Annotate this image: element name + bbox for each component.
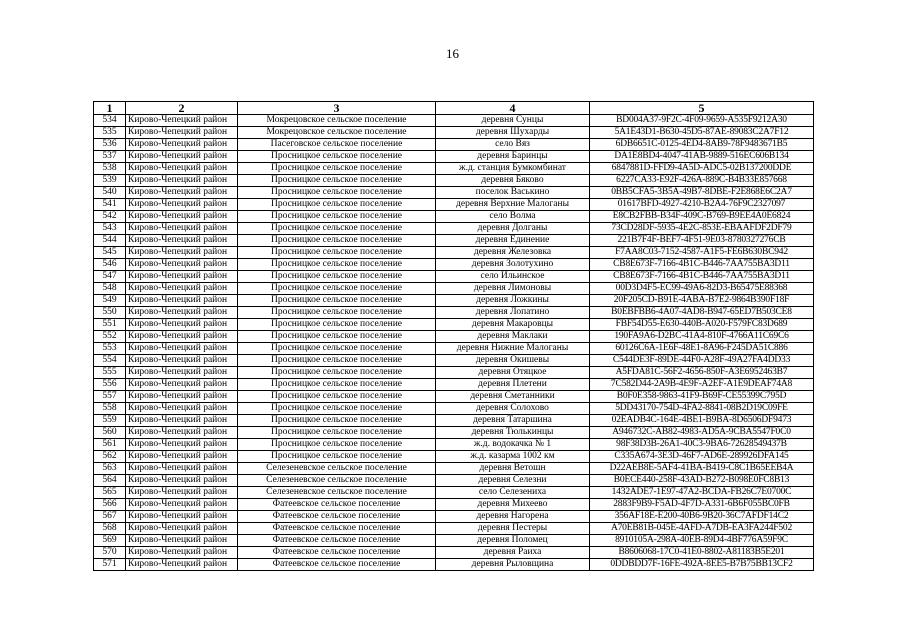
row-number: 553 — [94, 343, 126, 355]
settlement-cell: деревня Ветошн — [436, 463, 590, 475]
row-number: 563 — [94, 463, 126, 475]
table-row — [94, 271, 814, 283]
table-row — [94, 463, 814, 475]
municipality-cell: Фатеевское сельское поселение — [238, 559, 436, 571]
settlement-cell: ж.д. водокачка № 1 — [436, 439, 590, 451]
municipality-cell: Просницкое сельское поселение — [238, 307, 436, 319]
column-header: 5 — [590, 102, 814, 115]
table-row — [94, 163, 814, 175]
settlement-cell: деревня Сметанники — [436, 391, 590, 403]
settlement-cell: деревня Шухарды — [436, 127, 590, 139]
table-row — [94, 523, 814, 535]
settlement-cell: деревня Окишевы — [436, 355, 590, 367]
municipality-cell: Фатеевское сельское поселение — [238, 511, 436, 523]
settlement-cell: деревня Отяцкое — [436, 367, 590, 379]
guid-cell: 7C582D44-2A9B-4E9F-A2EF-A1E9DEAF74A8 — [590, 379, 814, 391]
settlement-cell: село Ильинское — [436, 271, 590, 283]
table-row — [94, 547, 814, 559]
guid-cell: 02EADB4C-164E-4BE1-B9BA-8D6506DF9473 — [590, 415, 814, 427]
district-cell: Кирово-Чепецкий район — [126, 499, 238, 511]
table-row — [94, 211, 814, 223]
municipality-cell: Просницкое сельское поселение — [238, 247, 436, 259]
guid-cell: BD004A37-9F2C-4F09-9659-A535F9212A30 — [590, 115, 814, 127]
row-number: 567 — [94, 511, 126, 523]
settlement-cell: деревня Рыловщина — [436, 559, 590, 571]
district-cell: Кирово-Чепецкий район — [126, 463, 238, 475]
table-row — [94, 367, 814, 379]
district-cell: Кирово-Чепецкий район — [126, 511, 238, 523]
settlement-cell: деревня Михеево — [436, 499, 590, 511]
row-number: 547 — [94, 271, 126, 283]
row-number: 568 — [94, 523, 126, 535]
municipality-cell: Мокрецовское сельское поселение — [238, 127, 436, 139]
table-row — [94, 139, 814, 151]
municipality-cell: Просницкое сельское поселение — [238, 187, 436, 199]
table-row — [94, 307, 814, 319]
municipality-cell: Просницкое сельское поселение — [238, 391, 436, 403]
municipality-cell: Просницкое сельское поселение — [238, 319, 436, 331]
settlement-cell: деревня Золотухино — [436, 259, 590, 271]
district-cell: Кирово-Чепецкий район — [126, 247, 238, 259]
district-cell: Кирово-Чепецкий район — [126, 271, 238, 283]
settlement-cell: деревня Селезни — [436, 475, 590, 487]
district-cell: Кирово-Чепецкий район — [126, 559, 238, 571]
row-number: 534 — [94, 115, 126, 127]
guid-cell: A946732C-AB82-4983-AD5A-9CBA5547F0C0 — [590, 427, 814, 439]
row-number: 569 — [94, 535, 126, 547]
row-number: 556 — [94, 379, 126, 391]
district-cell: Кирово-Чепецкий район — [126, 151, 238, 163]
table-row — [94, 427, 814, 439]
settlement-cell: деревня Солохово — [436, 403, 590, 415]
row-number: 549 — [94, 295, 126, 307]
guid-cell: 98F38D3B-26A1-40C3-9BA6-72628549437B — [590, 439, 814, 451]
guid-cell: D22AEB8E-5AF4-41BA-B419-C8C1B65EEB4A — [590, 463, 814, 475]
guid-cell: 356AF18E-E200-40B6-9B20-36C7AFDF14C2 — [590, 511, 814, 523]
guid-cell: 2883F9B9-F5AD-4F7D-A331-6B6F055BC0FB — [590, 499, 814, 511]
settlement-cell: деревня Плетени — [436, 379, 590, 391]
guid-cell: 6227CA33-E92F-426A-889C-B4B33E857668 — [590, 175, 814, 187]
table-row — [94, 535, 814, 547]
district-cell: Кирово-Чепецкий район — [126, 211, 238, 223]
guid-cell: 5A1E43D1-B630-45D5-87AE-89083C2A7F12 — [590, 127, 814, 139]
guid-cell: 1432ADE7-1E97-47A2-BCDA-FB26C7E0700C — [590, 487, 814, 499]
row-number: 541 — [94, 199, 126, 211]
municipality-cell: Просницкое сельское поселение — [238, 199, 436, 211]
table-row — [94, 115, 814, 127]
guid-cell: 6DB6651C-0125-4ED4-8AB9-78F9483671B5 — [590, 139, 814, 151]
district-cell: Кирово-Чепецкий район — [126, 475, 238, 487]
table-row — [94, 511, 814, 523]
municipality-cell: Просницкое сельское поселение — [238, 259, 436, 271]
municipality-cell: Мокрецовское сельское поселение — [238, 115, 436, 127]
district-cell: Кирово-Чепецкий район — [126, 343, 238, 355]
guid-cell: 60126C6A-1E6F-48E1-8A96-F245DA51C886 — [590, 343, 814, 355]
row-number: 558 — [94, 403, 126, 415]
district-cell: Кирово-Чепецкий район — [126, 547, 238, 559]
table-row — [94, 451, 814, 463]
column-header: 2 — [126, 102, 238, 115]
table-row — [94, 415, 814, 427]
row-number: 562 — [94, 451, 126, 463]
guid-cell: A5FDA81C-56F2-4656-850F-A3E6952463B7 — [590, 367, 814, 379]
municipality-cell: Просницкое сельское поселение — [238, 343, 436, 355]
table-row — [94, 391, 814, 403]
district-cell: Кирово-Чепецкий район — [126, 439, 238, 451]
row-number: 550 — [94, 307, 126, 319]
district-cell: Кирово-Чепецкий район — [126, 139, 238, 151]
settlement-cell: деревня Лимоновы — [436, 283, 590, 295]
row-number: 570 — [94, 547, 126, 559]
settlement-cell: поселок Васькино — [436, 187, 590, 199]
settlement-cell: село Волма — [436, 211, 590, 223]
table-row — [94, 331, 814, 343]
table-row — [94, 439, 814, 451]
guid-cell: 5DD43170-754D-4FA2-8841-08B2D19C09FE — [590, 403, 814, 415]
guid-cell: C544DE3F-89DE-44F0-A28F-49A27FA4DD33 — [590, 355, 814, 367]
district-cell: Кирово-Чепецкий район — [126, 427, 238, 439]
municipality-cell: Фатеевское сельское поселение — [238, 547, 436, 559]
district-cell: Кирово-Чепецкий район — [126, 223, 238, 235]
municipality-cell: Просницкое сельское поселение — [238, 211, 436, 223]
settlement-cell: ж.д. казарма 1002 км — [436, 451, 590, 463]
table-row — [94, 259, 814, 271]
table-row — [94, 235, 814, 247]
table-row — [94, 295, 814, 307]
row-number: 561 — [94, 439, 126, 451]
municipality-cell: Просницкое сельское поселение — [238, 451, 436, 463]
settlement-cell: деревня Железовка — [436, 247, 590, 259]
municipality-cell: Просницкое сельское поселение — [238, 355, 436, 367]
guid-cell: E8CB2FBB-B34F-409C-B769-B9EE4A0E6824 — [590, 211, 814, 223]
settlement-cell: деревня Нижние Малоганы — [436, 343, 590, 355]
settlement-cell: деревня Сунцы — [436, 115, 590, 127]
municipality-cell: Просницкое сельское поселение — [238, 439, 436, 451]
municipality-cell: Просницкое сельское поселение — [238, 415, 436, 427]
guid-cell: 0DDBDD7F-16FE-492A-8EE5-B7B75BB13CF2 — [590, 559, 814, 571]
district-cell: Кирово-Чепецкий район — [126, 259, 238, 271]
district-cell: Кирово-Чепецкий район — [126, 487, 238, 499]
municipality-cell: Селезеневское сельское поселение — [238, 487, 436, 499]
settlement-cell: село Вяз — [436, 139, 590, 151]
row-number: 555 — [94, 367, 126, 379]
settlement-cell: деревня Маклаки — [436, 331, 590, 343]
row-number: 539 — [94, 175, 126, 187]
settlement-cell: село Селезениха — [436, 487, 590, 499]
municipality-cell: Фатеевское сельское поселение — [238, 535, 436, 547]
municipality-cell: Просницкое сельское поселение — [238, 379, 436, 391]
district-cell: Кирово-Чепецкий район — [126, 163, 238, 175]
table-row — [94, 559, 814, 571]
settlement-cell: деревня Пестеры — [436, 523, 590, 535]
guid-cell: B0F0E358-9863-41F9-B69F-CE55399C795D — [590, 391, 814, 403]
table-row — [94, 343, 814, 355]
row-number: 543 — [94, 223, 126, 235]
district-cell: Кирово-Чепецкий район — [126, 283, 238, 295]
district-cell: Кирово-Чепецкий район — [126, 523, 238, 535]
row-number: 544 — [94, 235, 126, 247]
settlement-cell: деревня Бяково — [436, 175, 590, 187]
guid-cell: 01617BFD-4927-4210-B2A4-76F9C2327097 — [590, 199, 814, 211]
table-row — [94, 283, 814, 295]
table-row — [94, 379, 814, 391]
table-row — [94, 247, 814, 259]
table-row — [94, 355, 814, 367]
district-cell: Кирово-Чепецкий район — [126, 187, 238, 199]
table-row — [94, 151, 814, 163]
settlement-cell: деревня Долганы — [436, 223, 590, 235]
table-row — [94, 319, 814, 331]
guid-cell: B0EBFBB6-4A07-4AD8-B947-65ED7B503CE8 — [590, 307, 814, 319]
row-number: 557 — [94, 391, 126, 403]
municipality-cell: Фатеевское сельское поселение — [238, 499, 436, 511]
district-cell: Кирово-Чепецкий район — [126, 379, 238, 391]
municipality-cell: Просницкое сельское поселение — [238, 175, 436, 187]
municipality-cell: Пасеговское сельское поселение — [238, 139, 436, 151]
guid-cell: 20F205CD-B91E-4ABA-B7E2-9864B390F18F — [590, 295, 814, 307]
column-header: 3 — [238, 102, 436, 115]
municipality-cell: Фатеевское сельское поселение — [238, 523, 436, 535]
guid-cell: 8910105A-298A-40EB-89D4-4BF776A59F9C — [590, 535, 814, 547]
guid-cell: 00D3D4F5-EC99-49A6-82D3-B65475E88368 — [590, 283, 814, 295]
table-row — [94, 223, 814, 235]
guid-cell: CB8E673F-7166-4B1C-B446-7AA755BA3D11 — [590, 259, 814, 271]
settlements-table — [93, 101, 814, 571]
guid-cell: 190FA9A6-D2BC-41A4-810F-4766A11C69C6 — [590, 331, 814, 343]
district-cell: Кирово-Чепецкий район — [126, 535, 238, 547]
row-number: 560 — [94, 427, 126, 439]
column-header: 4 — [436, 102, 590, 115]
municipality-cell: Просницкое сельское поселение — [238, 367, 436, 379]
settlement-cell: деревня Ложкины — [436, 295, 590, 307]
municipality-cell: Просницкое сельское поселение — [238, 403, 436, 415]
table-row — [94, 187, 814, 199]
table-header-row — [94, 102, 814, 115]
row-number: 546 — [94, 259, 126, 271]
district-cell: Кирово-Чепецкий район — [126, 391, 238, 403]
district-cell: Кирово-Чепецкий район — [126, 115, 238, 127]
guid-cell: B8606068-17C0-41E0-8802-A81183B5E201 — [590, 547, 814, 559]
municipality-cell: Просницкое сельское поселение — [238, 223, 436, 235]
column-header: 1 — [94, 102, 126, 115]
district-cell: Кирово-Чепецкий район — [126, 199, 238, 211]
district-cell: Кирово-Чепецкий район — [126, 451, 238, 463]
row-number: 565 — [94, 487, 126, 499]
settlement-cell: деревня Единение — [436, 235, 590, 247]
table-row — [94, 403, 814, 415]
settlement-cell: деревня Лопатино — [436, 307, 590, 319]
settlement-cell: деревня Баринцы — [436, 151, 590, 163]
municipality-cell: Просницкое сельское поселение — [238, 163, 436, 175]
table-row — [94, 499, 814, 511]
guid-cell: DA1E8BD4-4047-41AB-9889-516EC606B134 — [590, 151, 814, 163]
district-cell: Кирово-Чепецкий район — [126, 319, 238, 331]
row-number: 540 — [94, 187, 126, 199]
guid-cell: F7AA8C03-7152-4587-A1F5-FE6B630BC942 — [590, 247, 814, 259]
district-cell: Кирово-Чепецкий район — [126, 295, 238, 307]
district-cell: Кирово-Чепецкий район — [126, 403, 238, 415]
row-number: 559 — [94, 415, 126, 427]
district-cell: Кирово-Чепецкий район — [126, 331, 238, 343]
settlement-cell: деревня Тюлькинцы — [436, 427, 590, 439]
municipality-cell: Просницкое сельское поселение — [238, 295, 436, 307]
table-row — [94, 175, 814, 187]
district-cell: Кирово-Чепецкий район — [126, 415, 238, 427]
row-number: 536 — [94, 139, 126, 151]
guid-cell: A70EB81B-045E-4AFD-A7DB-EA3FA244F502 — [590, 523, 814, 535]
guid-cell: CB8E673F-7166-4B1C-B446-7AA755BA3D11 — [590, 271, 814, 283]
settlement-cell: ж.д. станция Бумкомбинат — [436, 163, 590, 175]
municipality-cell: Просницкое сельское поселение — [238, 331, 436, 343]
table-row — [94, 487, 814, 499]
row-number: 548 — [94, 283, 126, 295]
district-cell: Кирово-Чепецкий район — [126, 235, 238, 247]
page-number: 16 — [446, 46, 459, 61]
district-cell: Кирово-Чепецкий район — [126, 307, 238, 319]
table-row — [94, 475, 814, 487]
table-body — [94, 115, 814, 571]
row-number: 564 — [94, 475, 126, 487]
district-cell: Кирово-Чепецкий район — [126, 175, 238, 187]
row-number: 537 — [94, 151, 126, 163]
guid-cell: 6847881D-FFD9-4A5D-ADC5-02B137200DDE — [590, 163, 814, 175]
row-number: 571 — [94, 559, 126, 571]
settlement-cell: деревня Поломец — [436, 535, 590, 547]
district-cell: Кирово-Чепецкий район — [126, 355, 238, 367]
row-number: 538 — [94, 163, 126, 175]
guid-cell: C335A674-3E3D-46F7-AD6E-289926DFA145 — [590, 451, 814, 463]
municipality-cell: Просницкое сельское поселение — [238, 271, 436, 283]
row-number: 542 — [94, 211, 126, 223]
guid-cell: B0ECE440-258F-43AD-B272-B098E0FC8B13 — [590, 475, 814, 487]
guid-cell: 0BB5CFA5-3B5A-49B7-8DBE-F2E868E6C2A7 — [590, 187, 814, 199]
guid-cell: 221B7F4F-BEF7-4F51-9E03-8780327276CB — [590, 235, 814, 247]
guid-cell: FBF54D55-E630-440B-A020-F579FC83D689 — [590, 319, 814, 331]
settlement-cell: деревня Татаршина — [436, 415, 590, 427]
row-number: 552 — [94, 331, 126, 343]
row-number: 554 — [94, 355, 126, 367]
settlement-cell: деревня Макаровцы — [436, 319, 590, 331]
district-cell: Кирово-Чепецкий район — [126, 367, 238, 379]
row-number: 545 — [94, 247, 126, 259]
municipality-cell: Просницкое сельское поселение — [238, 235, 436, 247]
municipality-cell: Просницкое сельское поселение — [238, 151, 436, 163]
settlement-cell: деревня Нагорена — [436, 511, 590, 523]
district-cell: Кирово-Чепецкий район — [126, 127, 238, 139]
settlement-cell: деревня Верхние Малоганы — [436, 199, 590, 211]
municipality-cell: Селезеневское сельское поселение — [238, 463, 436, 475]
row-number: 535 — [94, 127, 126, 139]
municipality-cell: Селезеневское сельское поселение — [238, 475, 436, 487]
row-number: 566 — [94, 499, 126, 511]
guid-cell: 73CD28DF-5935-4E2C-853E-EBAAFDF2DF79 — [590, 223, 814, 235]
table-row — [94, 127, 814, 139]
row-number: 551 — [94, 319, 126, 331]
settlement-cell: деревня Раиха — [436, 547, 590, 559]
municipality-cell: Просницкое сельское поселение — [238, 283, 436, 295]
municipality-cell: Просницкое сельское поселение — [238, 427, 436, 439]
table-row — [94, 199, 814, 211]
